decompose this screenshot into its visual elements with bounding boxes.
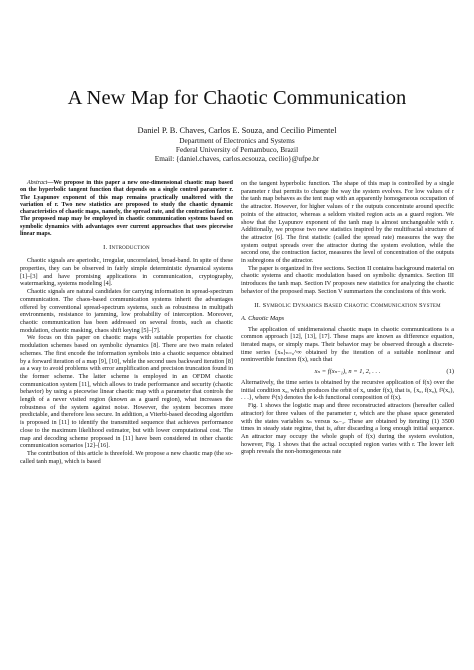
- intro-paragraph: We focus on this paper on chaotic maps with suitable properties for chaotic modulation schemes based on symbolic dynamics [8]. There are two main related schemes. The first encode the information symbols into a chaotic sequence obtained by a forward iteration of a map [9], [10], while the second uses backward iteration [8] as a way to avoid problems with error amplification and precision truncation found in the former scheme. The latter scheme is employed in an OFDM chaotic communication system [11], which allows to trade performance and security (chaotic behavior) by using a piecewise linear chaotic map with a parameter that controls the length of a never visited region (known as a guard region), what increases the robustness of the system against noise. However, the system becomes more predictable, and therefore less secure. In addition, a Viterbi-based decoding algorithm is proposed in [11] to identify the transmitted sequence that achieves performance close to the maximum likelihood estimator, but with lower computational cost. The map and decoding scheme proposed in [11] have been considered in other chaotic communication scenarios [12]–[16].: [20, 334, 233, 450]
- abstract: [20, 180, 233, 238]
- affiliation-university: Federal University of Pernambuco, Brazil: [175, 145, 299, 155]
- abstract-label: Abstract: [27, 180, 48, 186]
- organization-paragraph: The paper is organized in five sections. Section II contains background material on chaotic systems and chaotic modulation based on symbolic dynamics. Section III introduces the tanh map. Section IV proposes new statistics for analyzing the chaotic behavior of the proposed map. Section V summarizes the conclusions of this work.: [241, 264, 454, 295]
- intro-paragraph: Chaotic signals are aperiodic, irregular, uncorrelated, broad-band. In spite of these properties, they can be observed in fairly simple deterministic dynamical systems [1]–[3] and have promising applications in communication, cryptography, watermarking, systems modeling [4].: [20, 257, 233, 288]
- affiliation-department: Department of Electronics and Systems: [179, 136, 295, 145]
- two-column-body: [20, 180, 454, 666]
- figure-discussion-paragraph: Fig. 1 shows the logistic map and three reconstructed attractors (hereafter called attractor) for three values of the parameter r, which are the phase space generated with the states variables xₙ versus xₙ₋₁. These are obtained by iterating (1) 3500 times in steady state regime, that is, after discarding a long enough initial sequence. An attractor may occupy the whole graph of f(x) during the system evolution, however, Fig. 1 shows that the actual occupied region varies with r. The lower left graph reveals the non-homogeneous rate: [241, 402, 454, 456]
- section-heading-symbolic-dynamics: II. Symbolic Dynamics Based Chaotic Communication System: [254, 301, 441, 309]
- section-heading-introduction: I. Introduction: [103, 244, 150, 252]
- intro-paragraph: The contribution of this article is threefold. We propose a new chaotic map (the so-called tanh map), which is based: [20, 449, 233, 465]
- subsection-heading-chaotic-maps: A. Chaotic Maps: [241, 314, 285, 322]
- abstract-text: —We propose in this paper a new one-dimensional chaotic map based on the hyperbolic tangent function that depends on a single control parameter r. The Lyapunov exponent of this map remains practically unaltered with the variation of r. Two new statistics are proposed to study the chaotic dynamic characteristics of chaotic maps, namely, the spread rate, and the contraction factor. The proposed map may be employed in chaotic communication systems based on symbolic dynamics with advantages over current approaches that uses piecewise linear maps.: [20, 180, 233, 238]
- equation-1: [241, 367, 454, 376]
- equation-body: xₙ = f(xₙ₋₁), n = 1, 2, . . .: [314, 368, 381, 376]
- chaotic-maps-paragraph: The application of unidimensional chaotic maps in chaotic communications is a common approach [12], [13], [17]. These maps are known as difference equation, iterated maps, or simply maps. Their behavior may be observed through a discrete-time series {xₙ}ₙ₌₀^∞ obtained by the iteration of a suitable nonlinear and noninvertible function f(x), such that: [241, 325, 454, 364]
- intro-continuation-paragraph: on the tangent hyperbolic function. The shape of this map is controlled by a single parameter r that permits to change the way the system evolves. For low values of r the tanh map behaves as the tent map with an apparently homogeneous occupation of the attractor. However, for higher values of r the outputs concentrate around specific points of the attractor, whereas a seldom visited region acts as a guard region. We show that the Lyapunov exponent of the tanh map is almost unchangeable with r. Additionally, we propose two new statistics inspired by the multifractal structure of the attractor [6]. The first statistic (called the spread rate) measures the way the system output spreads over the attractor during the system evolution, while the second one, the contraction factor, measures the level of concentration of the outputs in subregions of the attractor.: [241, 180, 454, 265]
- affiliation-email: Email: {daniel.chaves, carlos.ecsouza, cecilio}@ufpe.br: [154, 154, 320, 164]
- right-column: [241, 180, 454, 666]
- paper-title: A New Map for Chaotic Communication: [67, 87, 407, 109]
- author-list: Daniel P. B. Chaves, Carlos E. Souza, and Cecilio Pimentel: [137, 126, 337, 135]
- orbit-paragraph: Alternatively, the time series is obtained by the recursive application of f(x) over the initial condition x₀, which produces the orbit of x₀ under f(x), that is, {x₀, f(x₀), f²(x₀), . . .}, where fᵏ(x) denotes the k-th functional composition of f(x).: [241, 379, 454, 402]
- intro-paragraph: Chaotic signals are natural candidates for carrying information in spread-spectrum communication. The chaos-based communication systems inherit the advantages offered by conventional spread-spectrum systems, such as robustness in multipath environments, resistance to jamming, low probability of interception. Moreover, chaotic communication has been addressed on several fronts, such as chaotic modulation, chaotic masking, chaos shift keying [5]–[7].: [20, 288, 233, 334]
- equation-number: (1): [446, 368, 454, 376]
- left-column: [20, 180, 233, 666]
